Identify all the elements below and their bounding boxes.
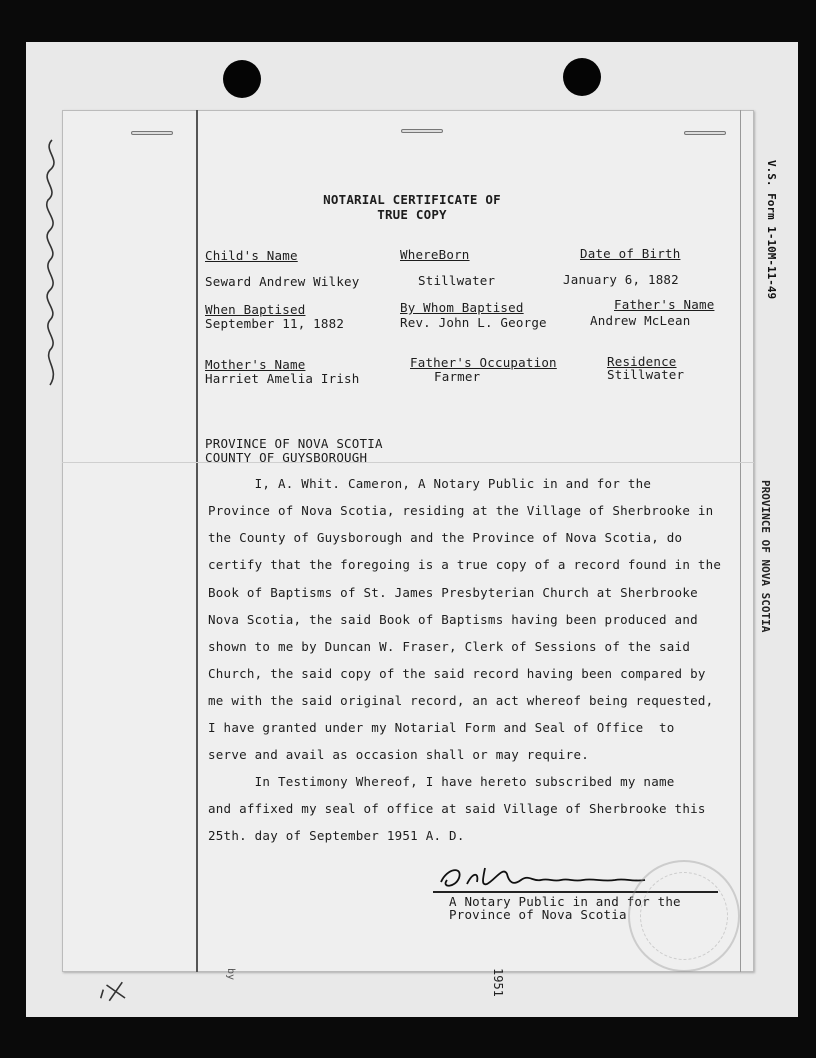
date-of-birth-label: Date of Birth — [580, 246, 681, 261]
form-id: V.S. Form 1-10M-11-49 — [765, 160, 778, 300]
staple-icon — [684, 131, 726, 135]
mothers-name-label: Mother's Name — [205, 357, 306, 372]
when-baptised-label: When Baptised — [205, 302, 306, 317]
signature-icon — [433, 858, 653, 894]
childs-name-label: Child's Name — [205, 248, 298, 263]
punch-hole-icon — [563, 58, 601, 96]
date-of-birth-value: January 6, 1882 — [563, 272, 679, 287]
body-line: In Testimony Whereof, I have hereto subscribed my name — [208, 774, 675, 789]
handwritten-annotation-icon — [38, 135, 68, 395]
body-line: I have granted under my Notarial Form and Seal of Office to — [208, 720, 675, 735]
title-line-1: NOTARIAL CERTIFICATE OF — [323, 192, 501, 207]
childs-name-value: Seward Andrew Wilkey — [205, 274, 360, 289]
residence-value: Stillwater — [607, 367, 685, 382]
body-line: Nova Scotia, the said Book of Baptisms having been produced and — [208, 612, 698, 627]
body-line: Province of Nova Scotia, residing at the Village of Sherbrooke in — [208, 503, 714, 518]
signature-caption-line-2: Province of Nova Scotia — [449, 907, 627, 922]
staple-icon — [401, 129, 443, 133]
province-heading: PROVINCE OF NOVA SCOTIA — [205, 436, 383, 451]
where-born-value: Stillwater — [418, 273, 496, 288]
side-stamp: PROVINCE OF NOVA SCOTIA — [759, 480, 772, 633]
fathers-name-value: Andrew McLean — [590, 313, 691, 328]
fathers-occupation-value: Farmer — [434, 369, 481, 384]
body-line: Church, the said copy of the said record having been compared by — [208, 666, 706, 681]
seal-icon — [628, 860, 740, 972]
margin-rule — [196, 110, 198, 972]
signature-caption-line-1: A Notary Public in and for the — [449, 894, 681, 909]
body-line: me with the said original record, an act whereof being requested, — [208, 693, 714, 708]
bottom-fragment: by — [225, 968, 236, 981]
bottom-year: 1951 — [491, 968, 505, 997]
body-line: certify that the foregoing is a true copy of a record found in the — [208, 557, 722, 572]
fold-crease — [62, 462, 754, 463]
title-line-2: TRUE COPY — [377, 207, 447, 222]
fathers-name-label: Father's Name — [614, 297, 715, 312]
county-heading: COUNTY OF GUYSBOROUGH — [205, 450, 368, 465]
right-edge-rule — [740, 110, 741, 972]
body-line: serve and avail as occasion shall or may require. — [208, 747, 590, 762]
mothers-name-value: Harriet Amelia Irish — [205, 371, 360, 386]
where-born-label: WhereBorn — [400, 247, 470, 262]
body-line: and affixed my seal of office at said Village of Sherbrooke this — [208, 801, 706, 816]
by-whom-baptised-value: Rev. John L. George — [400, 315, 547, 330]
body-line: I, A. Whit. Cameron, A Notary Public in and for the — [208, 476, 652, 491]
body-line: shown to me by Duncan W. Fraser, Clerk of Sessions of the said — [208, 639, 691, 654]
body-line: the County of Guysborough and the Province of Nova Scotia, do — [208, 530, 683, 545]
by-whom-baptised-label: By Whom Baptised — [400, 300, 524, 315]
staple-icon — [131, 131, 173, 135]
fathers-occupation-label: Father's Occupation — [410, 355, 557, 370]
body-line: 25th. day of September 1951 A. D. — [208, 828, 465, 843]
residence-label: Residence — [607, 354, 677, 369]
body-line: Book of Baptisms of St. James Presbyterian Church at Sherbrooke — [208, 585, 698, 600]
punch-hole-icon — [223, 60, 261, 98]
when-baptised-value: September 11, 1882 — [205, 316, 345, 331]
